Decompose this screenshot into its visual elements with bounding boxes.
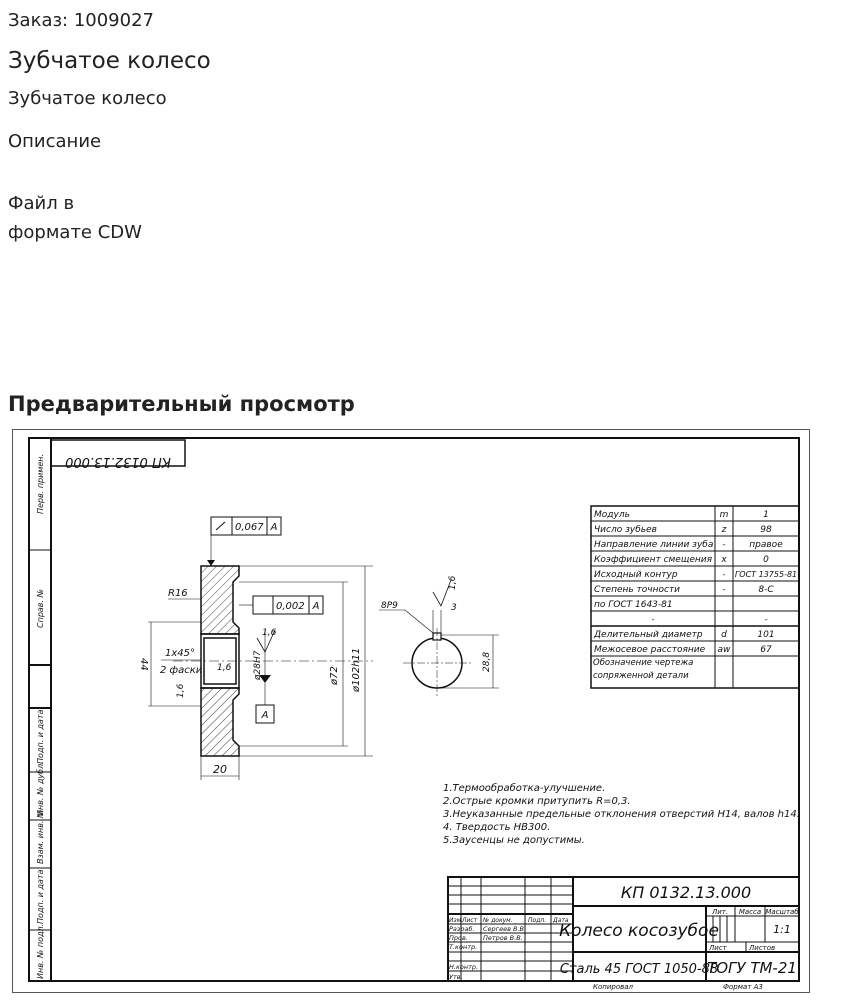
side-label: Инв. № подл. [36, 923, 45, 979]
param-val: - [764, 615, 768, 625]
material: Сталь 45 ГОСТ 1050-88 [559, 962, 719, 977]
page-title: Зубчатое колесо [8, 48, 211, 74]
side-label: Подп. и дата [36, 869, 45, 924]
param-name: Число зубьев [594, 525, 657, 535]
dim-label: 20 [213, 763, 227, 776]
param-sym: - [722, 585, 726, 595]
stamp-header: Масштаб [765, 908, 799, 916]
stamp-person: Сергеев В.В. [483, 925, 527, 933]
param-name: Межосевое расстояние [594, 645, 706, 655]
param-sym: - [722, 540, 726, 550]
file-format-line-2: формате CDW [8, 222, 142, 243]
param-val: 67 [760, 645, 772, 655]
param-name: Степень точности [594, 585, 681, 595]
param-name: Делительный диаметр [594, 630, 703, 640]
dim-label: 1х45° [165, 648, 196, 659]
param-val: ГОСТ 13755-81 [734, 570, 798, 579]
part-name: Колесо косозубое [559, 921, 719, 941]
param-sym: z [721, 525, 727, 535]
roughness: 1,6 [217, 663, 232, 673]
dim-label: 28,8 [482, 651, 492, 672]
sheet-label: Лист [709, 944, 727, 952]
stamp-role: Пров. [449, 934, 468, 942]
datum-label: A [261, 710, 269, 721]
param-name: по ГОСТ 1643-81 [594, 600, 673, 610]
param-val: 8-С [758, 585, 774, 595]
roughness: 1,6 [448, 575, 458, 590]
order-number: Заказ: 1009027 [8, 10, 154, 31]
drawing-preview[interactable] [12, 429, 810, 993]
param-sym: - [722, 570, 726, 580]
dim-label: 2 фаски [160, 665, 203, 676]
stamp-col: Лист [462, 917, 478, 924]
footer-label: Копировал [593, 983, 633, 991]
scale: 1:1 [773, 923, 791, 936]
side-label: Инв. № дубл. [36, 761, 45, 816]
page-subtitle: Зубчатое колесо [8, 88, 167, 109]
dim-label: R16 [168, 588, 188, 599]
stamp-role: Утв. [449, 973, 463, 981]
stamp-role: Т.контр. [449, 943, 478, 951]
side-label: Подп. и дата [36, 709, 45, 764]
param-name: - [651, 615, 655, 625]
dim-label: 3 [451, 603, 457, 613]
technical-drawing [13, 430, 809, 992]
tolerance-value: 0,002 [276, 601, 305, 612]
param-name: Модуль [594, 510, 630, 520]
stamp-role: Н.контр. [449, 963, 479, 971]
tolerance-value: 0,067 [235, 522, 264, 533]
sheet-label: Листов [749, 944, 776, 952]
dim-label: 8Р9 [381, 601, 398, 611]
preview-heading: Предварительный просмотр [8, 392, 355, 416]
param-name: Исходный контур [594, 570, 678, 580]
side-label: Справ. № [36, 589, 45, 628]
hub-keyway-view [379, 575, 499, 698]
param-sym: aw [717, 645, 731, 655]
dim-label: 44 [138, 658, 149, 671]
doc-code: КП 0132.13.000 [620, 883, 752, 902]
param-name: Коэффициент смещения [594, 555, 713, 565]
param-val: 98 [760, 525, 772, 535]
note-line: 4. Твердость НВ300. [443, 822, 551, 833]
param-val: 101 [757, 630, 775, 640]
param-sym: x [721, 555, 727, 565]
description-label: Описание [8, 131, 102, 152]
param-name: Направление линии зуба [594, 540, 714, 550]
note-line: 2.Острые кромки притупить R=0,3. [443, 796, 631, 807]
note-line: 5.Заусенцы не допустимы. [443, 835, 585, 846]
title-block [448, 877, 799, 991]
gear-section-view [138, 517, 373, 780]
param-val: 1 [763, 510, 769, 520]
stamp-header: Масса [738, 908, 762, 916]
doc-code-rotated: КП 0132.13.000 [65, 454, 171, 469]
datum-ref: A [312, 601, 320, 612]
side-label: Перв. примен. [36, 453, 45, 514]
stamp-col: Подп. [528, 917, 547, 924]
dim-label: ø28Н7 [253, 650, 263, 680]
technical-notes [443, 782, 800, 846]
organization: ТОГУ ТМ-21 [707, 959, 797, 977]
stamp-role: Разраб. [449, 925, 475, 933]
stamp-col: № докум. [483, 917, 513, 924]
dim-label: ø102h11 [351, 647, 362, 692]
stamp-col: Дата [553, 917, 569, 924]
roughness: 1,6 [176, 683, 186, 698]
param-sym: d [721, 630, 727, 640]
datum-ref: A [270, 522, 278, 533]
param-val: правое [749, 540, 783, 550]
side-label: Взам. инв. № [36, 809, 45, 864]
note-line: 1.Термообработка-улучшение. [443, 783, 606, 794]
note-line: 3.Неуказанные предельные отклонения отверстий H14, валов h14. [443, 809, 800, 820]
stamp-col: Изм. [449, 917, 464, 924]
param-val: 0 [763, 555, 769, 565]
gear-parameters-table [591, 506, 799, 688]
stamp-person: Петров В.В. [483, 934, 523, 942]
param-sym: m [719, 510, 729, 520]
dim-label: ø72 [329, 666, 340, 685]
param-name: Обозначение чертежа сопряженной детали [593, 658, 694, 681]
footer-label: Формат А3 [723, 983, 763, 991]
file-format-line-1: Файл в [8, 193, 75, 214]
stamp-header: Лит. [711, 908, 729, 916]
roughness: 1,6 [262, 628, 277, 638]
